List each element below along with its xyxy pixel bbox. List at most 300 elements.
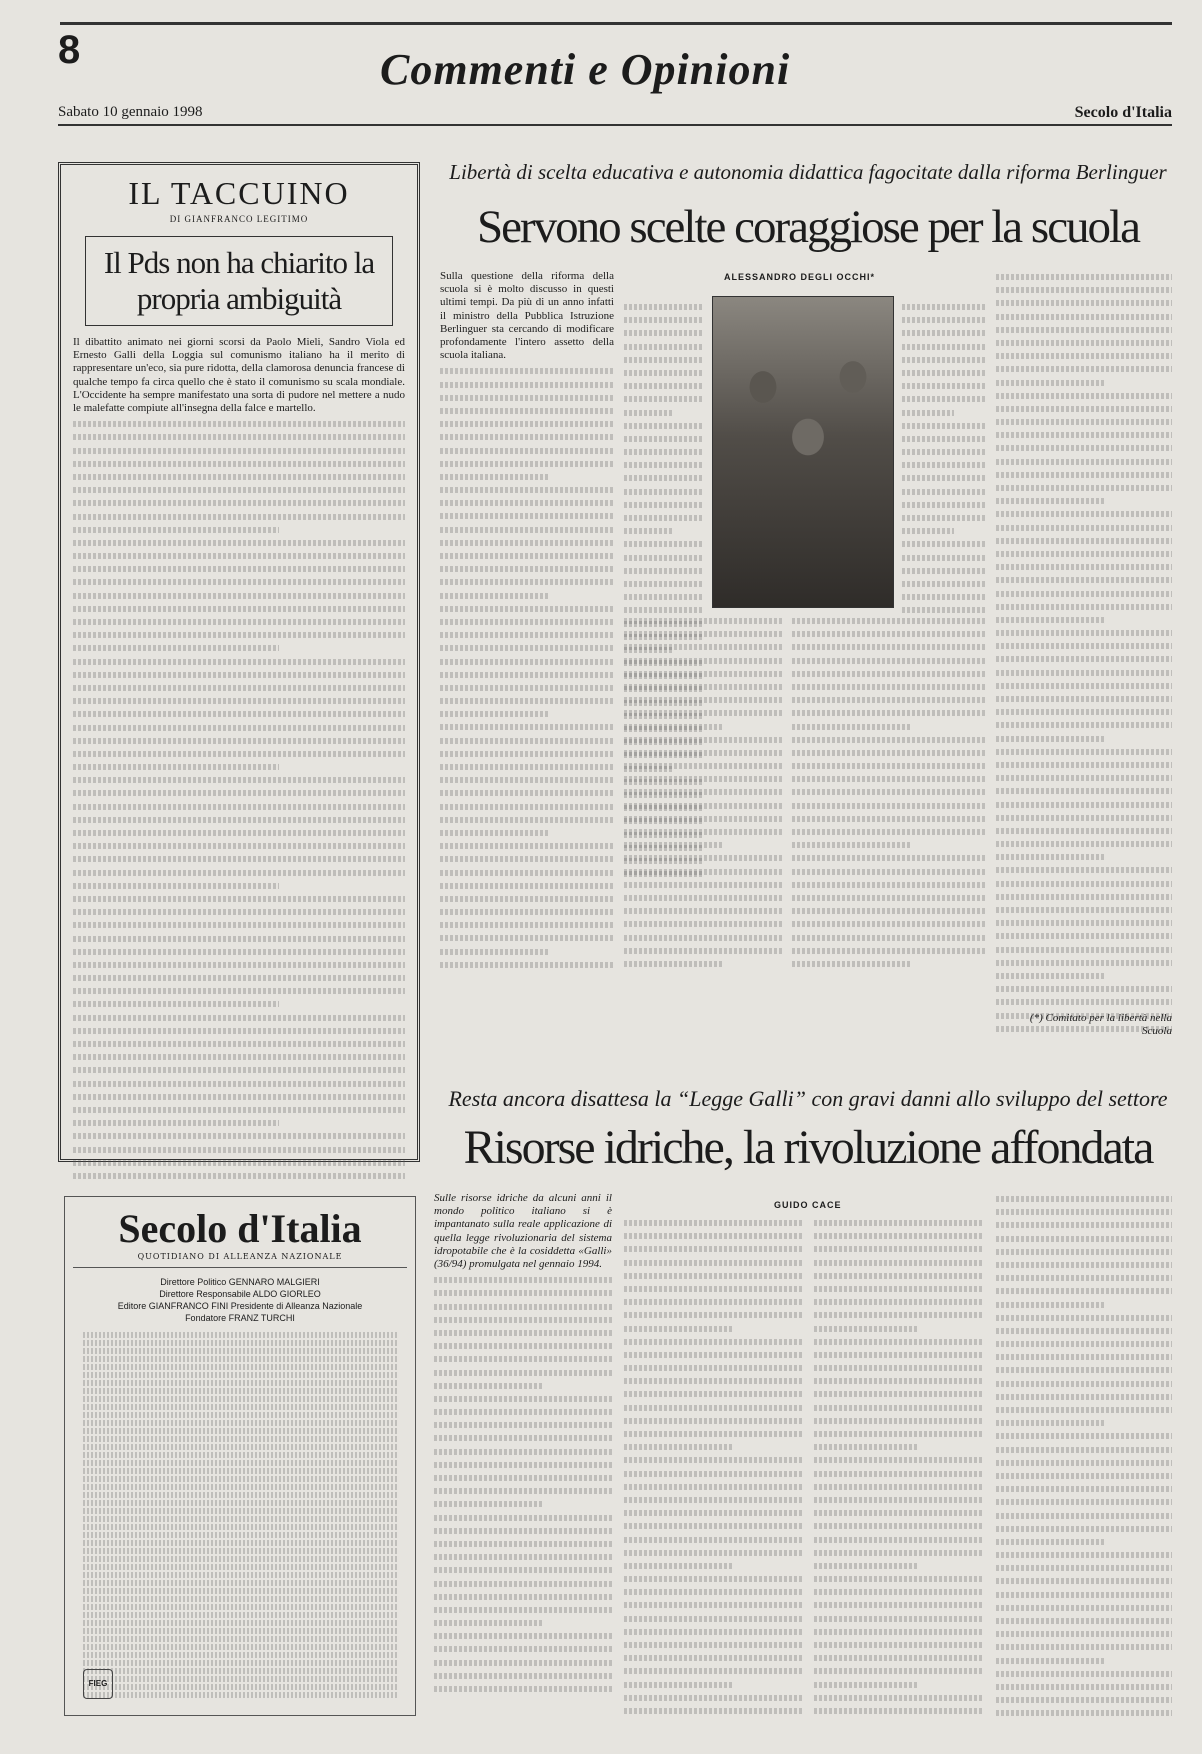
text-line <box>814 1572 984 1585</box>
text-line <box>440 958 614 971</box>
text-line <box>624 392 704 405</box>
text-line <box>434 1326 612 1339</box>
text-line <box>73 707 405 720</box>
text-line <box>440 852 614 865</box>
text-line <box>440 523 614 536</box>
text-line <box>792 693 986 706</box>
text-line <box>624 1493 802 1506</box>
text-line <box>434 1497 544 1510</box>
text-line <box>792 614 986 627</box>
text-line <box>624 1387 802 1400</box>
text-line <box>624 1401 802 1414</box>
text-line <box>73 1143 405 1156</box>
text-line <box>440 879 614 892</box>
text-line <box>73 879 279 892</box>
text-line <box>996 1509 1172 1522</box>
text-line <box>73 918 405 931</box>
text-line <box>624 878 784 891</box>
text-line <box>440 800 614 813</box>
text-line <box>624 1519 802 1532</box>
text-line <box>814 1453 984 1466</box>
text-line <box>902 577 986 590</box>
small-print-line <box>83 1476 397 1482</box>
text-line <box>434 1603 612 1616</box>
section-title: Commenti e Opinioni <box>380 45 791 94</box>
text-line <box>73 852 405 865</box>
text-line <box>624 720 723 733</box>
text-line <box>624 1625 802 1638</box>
article1-author: ALESSANDRO DEGLI OCCHI* <box>724 272 876 282</box>
text-line <box>814 1519 984 1532</box>
text-line <box>440 918 614 931</box>
text-line <box>624 1374 802 1387</box>
text-line <box>73 549 405 562</box>
text-line <box>792 733 986 746</box>
text-line <box>624 667 784 680</box>
small-print-line <box>83 1620 397 1626</box>
text-line <box>434 1642 612 1655</box>
text-line <box>996 270 1172 283</box>
masthead-founder: Fondatore FRANZ TURCHI <box>185 1313 295 1323</box>
text-line <box>996 283 1172 296</box>
text-line <box>73 813 405 826</box>
text-line <box>624 1229 802 1242</box>
text-line <box>624 1269 802 1282</box>
text-line <box>624 812 784 825</box>
text-line <box>902 458 986 471</box>
small-print-line <box>83 1428 397 1434</box>
text-line <box>996 455 1172 468</box>
text-line <box>440 589 548 602</box>
text-line <box>440 773 614 786</box>
text-line <box>73 747 405 760</box>
text-line <box>996 349 1172 362</box>
text-line <box>996 798 1172 811</box>
text-line <box>996 929 1172 942</box>
text-line <box>902 340 986 353</box>
text-line <box>792 640 986 653</box>
text-line <box>996 1192 1172 1205</box>
small-print-line <box>83 1676 397 1682</box>
text-line <box>434 1445 612 1458</box>
small-print-line <box>83 1356 397 1362</box>
text-line <box>792 904 986 917</box>
text-line <box>73 866 405 879</box>
small-print-line <box>83 1684 397 1690</box>
masthead-small-print <box>73 1332 407 1698</box>
text-line <box>996 824 1172 837</box>
text-line <box>440 866 614 879</box>
text-line <box>996 1535 1105 1548</box>
text-line <box>624 891 784 904</box>
text-line <box>996 1680 1172 1693</box>
article2-author: GUIDO CACE <box>774 1200 842 1210</box>
text-line <box>440 470 548 483</box>
text-line <box>73 1103 405 1116</box>
text-line <box>624 614 784 627</box>
text-line <box>996 1548 1172 1561</box>
taccuino-headline: Il Pds non ha chiarito la propria ambiguità <box>85 236 393 326</box>
text-line <box>996 441 1172 454</box>
text-line <box>792 931 986 944</box>
text-line <box>73 773 405 786</box>
text-line <box>814 1506 984 1519</box>
text-line <box>792 944 986 957</box>
text-line <box>792 772 986 785</box>
text-line <box>996 1350 1172 1363</box>
text-line <box>996 1271 1172 1284</box>
text-line <box>440 839 614 852</box>
text-line <box>73 800 405 813</box>
text-line <box>996 362 1172 375</box>
text-line <box>996 1574 1172 1587</box>
text-line <box>792 654 986 667</box>
text-line <box>996 1416 1105 1429</box>
text-line <box>996 758 1172 771</box>
text-line <box>624 1335 802 1348</box>
small-print-line <box>83 1548 397 1554</box>
text-line <box>624 1453 802 1466</box>
text-line <box>624 1414 802 1427</box>
text-line <box>624 957 723 970</box>
text-line <box>792 680 986 693</box>
text-line <box>73 641 279 654</box>
text-line <box>996 863 1172 876</box>
article1-headline: Servono scelte coraggiose per la scuola <box>477 201 1139 253</box>
text-line <box>792 891 986 904</box>
text-line <box>73 523 279 536</box>
text-line <box>73 1063 405 1076</box>
text-line <box>73 1050 405 1063</box>
article1-lead: Sulla questione della riforma della scuola si è molto discusso in questi ultimi tempi. Da più di un anno infatti il ministro della Pubblica Istruzione Berlinguer sta cercando di modificare profondamente l'intero assetto della scuola italiana. <box>440 270 614 362</box>
text-line <box>440 417 614 430</box>
text-line <box>996 1258 1172 1271</box>
text-line <box>814 1216 984 1229</box>
text-line <box>73 839 405 852</box>
text-line <box>624 1533 802 1546</box>
text-line <box>73 615 405 628</box>
text-line <box>434 1682 612 1695</box>
text-line <box>814 1242 984 1255</box>
text-line <box>996 1245 1172 1258</box>
text-line <box>624 1440 734 1453</box>
text-line <box>814 1493 984 1506</box>
text-line <box>996 560 1172 573</box>
masthead-director: Direttore Politico GENNARO MALGIERI <box>160 1277 320 1287</box>
text-line <box>624 904 784 917</box>
text-line <box>996 296 1172 309</box>
small-print-line <box>83 1508 397 1514</box>
article2-headline: Risorse idriche, la rivoluzione affondata <box>463 1121 1153 1174</box>
text-line <box>996 1614 1172 1627</box>
text-line <box>996 1429 1172 1442</box>
text-line <box>624 746 784 759</box>
text-line <box>996 1693 1172 1706</box>
article1-column-4 <box>624 614 784 970</box>
small-print-line <box>83 1348 397 1354</box>
small-print-line <box>83 1396 397 1402</box>
article2-column-4 <box>996 1192 1172 1720</box>
text-line <box>624 825 784 838</box>
small-print-line <box>83 1580 397 1586</box>
students-photo <box>712 296 894 608</box>
text-line <box>996 323 1172 336</box>
small-print-line <box>83 1692 397 1698</box>
text-line <box>624 445 704 458</box>
text-line <box>624 1572 802 1585</box>
small-print-line <box>83 1516 397 1522</box>
text-line <box>624 419 704 432</box>
taccuino-title: IL TACCUINO <box>128 175 350 211</box>
text-line <box>73 417 405 430</box>
top-rule <box>60 22 1172 25</box>
text-line <box>814 1546 984 1559</box>
text-line <box>996 587 1172 600</box>
text-line <box>996 666 1172 679</box>
text-line <box>624 1664 802 1677</box>
text-line <box>814 1612 984 1625</box>
text-line <box>440 694 614 707</box>
text-line <box>996 494 1105 507</box>
text-line <box>440 760 614 773</box>
text-line <box>996 310 1172 323</box>
text-line <box>624 865 784 878</box>
text-line <box>440 444 614 457</box>
text-line <box>434 1286 612 1299</box>
text-line <box>814 1361 984 1374</box>
text-line <box>814 1401 984 1414</box>
text-line <box>902 313 986 326</box>
taccuino-text-lines <box>73 417 405 1182</box>
text-line <box>996 982 1172 995</box>
text-line <box>996 679 1172 692</box>
text-line <box>814 1440 919 1453</box>
text-line <box>996 1298 1105 1311</box>
text-line <box>996 415 1172 428</box>
text-line <box>624 1361 802 1374</box>
text-line <box>73 496 405 509</box>
text-line <box>434 1563 612 1576</box>
text-line <box>73 760 279 773</box>
small-print-line <box>83 1556 397 1562</box>
text-line <box>814 1638 984 1651</box>
text-line <box>440 668 614 681</box>
text-line <box>624 1704 802 1717</box>
text-line <box>434 1471 612 1484</box>
small-print-line <box>83 1372 397 1378</box>
text-line <box>624 340 704 353</box>
text-line <box>434 1379 544 1392</box>
text-line <box>73 444 405 457</box>
text-line <box>440 483 614 496</box>
text-line <box>996 745 1172 758</box>
text-line <box>624 590 704 603</box>
small-print-line <box>83 1660 397 1666</box>
text-line <box>814 1387 984 1400</box>
text-line <box>73 575 405 588</box>
text-line <box>440 430 614 443</box>
text-line <box>792 799 986 812</box>
masthead-editor-in-chief: Direttore Responsabile ALDO GIORLEO <box>159 1289 321 1299</box>
text-line <box>440 747 614 760</box>
text-line <box>902 471 986 484</box>
text-line <box>440 496 614 509</box>
text-line <box>73 1090 405 1103</box>
text-line <box>996 969 1105 982</box>
text-line <box>624 564 704 577</box>
text-line <box>814 1559 919 1572</box>
text-line <box>996 956 1172 969</box>
text-line <box>624 1480 802 1493</box>
text-line <box>996 1218 1172 1231</box>
text-line <box>996 1456 1172 1469</box>
text-line <box>996 547 1172 560</box>
text-line <box>996 1588 1172 1601</box>
text-line <box>440 892 614 905</box>
text-line <box>624 640 784 653</box>
text-line <box>814 1374 984 1387</box>
text-line <box>73 589 405 602</box>
text-line <box>624 838 723 851</box>
text-line <box>792 706 986 719</box>
text-line <box>996 732 1105 745</box>
text-line <box>996 468 1172 481</box>
text-line <box>996 626 1172 639</box>
text-line <box>73 786 405 799</box>
text-line <box>434 1431 612 1444</box>
text-line <box>624 1295 802 1308</box>
taccuino-box <box>58 162 420 1162</box>
text-line <box>996 1601 1172 1614</box>
text-line <box>902 379 986 392</box>
text-line <box>996 1469 1172 1482</box>
text-line <box>440 364 614 377</box>
text-line <box>814 1467 984 1480</box>
text-line <box>624 366 704 379</box>
text-line <box>434 1550 612 1563</box>
newspaper-name: Secolo d'Italia <box>1074 104 1172 121</box>
text-line <box>996 1324 1172 1337</box>
header-rule <box>58 124 1172 126</box>
text-line <box>902 511 986 524</box>
text-line <box>792 812 986 825</box>
text-line <box>996 1667 1172 1680</box>
text-line <box>996 903 1172 916</box>
text-line <box>434 1484 612 1497</box>
text-line <box>434 1511 612 1524</box>
text-line <box>792 759 986 772</box>
page-number: 8 <box>58 28 81 72</box>
text-line <box>434 1590 612 1603</box>
text-line <box>814 1427 984 1440</box>
text-line <box>624 1308 802 1321</box>
article2-lead: Sulle risorse idriche da alcuni anni il mondo politico italiano si è impantanato sulla reale applicazione di quella legge rivoluzionaria del sistema idropotabile che è la cosiddetta «Galli» (36/94) promulgata nel gennaio 1994. <box>434 1192 612 1271</box>
text-line <box>73 997 279 1010</box>
text-line <box>814 1256 984 1269</box>
text-line <box>73 562 405 575</box>
text-line <box>814 1651 984 1664</box>
text-line <box>624 1282 802 1295</box>
text-line <box>792 851 986 864</box>
small-print-line <box>83 1444 397 1450</box>
taccuino-byline: DI GIANFRANCO LEGITIMO <box>169 214 309 224</box>
text-line <box>624 772 784 785</box>
small-print-line <box>83 1500 397 1506</box>
text-line <box>996 784 1172 797</box>
text-line <box>624 944 784 957</box>
text-line <box>902 353 986 366</box>
text-line <box>434 1458 612 1471</box>
text-line <box>440 536 614 549</box>
text-line <box>440 404 614 417</box>
small-print-line <box>83 1332 397 1338</box>
text-line <box>434 1669 612 1682</box>
article1-column-6 <box>996 270 1172 1035</box>
text-line <box>434 1577 612 1590</box>
text-line <box>996 573 1172 586</box>
text-line <box>996 877 1172 890</box>
text-line <box>814 1282 984 1295</box>
text-line <box>624 706 784 719</box>
text-line <box>624 458 704 471</box>
small-print-line <box>83 1668 397 1674</box>
small-print-line <box>83 1604 397 1610</box>
text-line <box>996 1311 1172 1324</box>
text-line <box>814 1664 984 1677</box>
text-line <box>624 733 784 746</box>
text-line <box>814 1533 984 1546</box>
text-line <box>902 537 986 550</box>
text-line <box>440 391 614 404</box>
small-print-line <box>83 1468 397 1474</box>
text-line <box>996 1443 1172 1456</box>
text-line <box>440 549 614 562</box>
text-line <box>792 720 912 733</box>
text-line <box>73 483 405 496</box>
text-line <box>902 406 954 419</box>
text-line <box>73 681 405 694</box>
article2-column-1 <box>434 1192 612 1695</box>
article1-signature: (*) Comitato per la libertà nella Scuola <box>1029 1012 1172 1037</box>
text-line <box>624 511 704 524</box>
text-line <box>902 524 954 537</box>
fieg-logo: FIEG <box>83 1669 113 1699</box>
text-line <box>434 1366 612 1379</box>
text-line <box>434 1629 612 1642</box>
text-line <box>792 917 986 930</box>
small-print-line <box>83 1588 397 1594</box>
text-line <box>996 613 1105 626</box>
text-line <box>434 1300 612 1313</box>
text-line <box>996 1403 1172 1416</box>
text-line <box>624 654 784 667</box>
text-line <box>440 655 614 668</box>
text-line <box>996 428 1172 441</box>
text-line <box>792 627 986 640</box>
text-line <box>814 1335 984 1348</box>
text-line <box>440 681 614 694</box>
text-line <box>434 1352 612 1365</box>
text-line <box>902 564 986 577</box>
text-line <box>434 1313 612 1326</box>
text-line <box>996 639 1172 652</box>
text-line <box>996 402 1172 415</box>
text-line <box>902 300 986 313</box>
text-line <box>996 705 1172 718</box>
text-line <box>996 376 1105 389</box>
text-line <box>902 392 986 405</box>
text-line <box>73 905 405 918</box>
